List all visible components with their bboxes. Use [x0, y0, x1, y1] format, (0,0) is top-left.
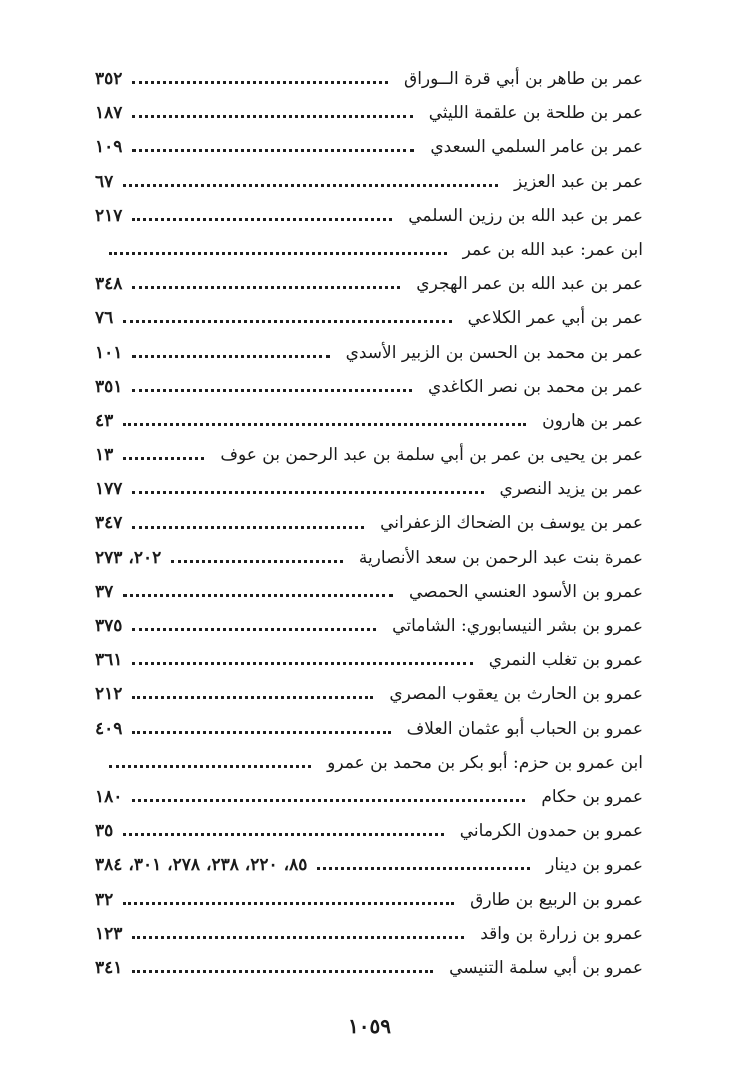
entry-pages: ١٨٧	[95, 103, 123, 124]
index-entry	[95, 780, 643, 814]
dot-leader	[132, 684, 373, 704]
entry-pages: ٣٤٧	[95, 513, 123, 534]
dot-leader	[109, 753, 311, 773]
entry-pages: ١٣	[95, 445, 114, 466]
dot-leader	[123, 172, 498, 192]
entry-name: عمر بن يوسف بن الضحاك الزعفراني	[380, 513, 643, 534]
dot-leader	[171, 548, 343, 568]
index-entry	[95, 541, 643, 575]
entry-name: عمرو بن الأسود العنسي الحمصي	[408, 581, 643, 602]
dot-leader	[123, 445, 204, 465]
entry-name: عمرو بن حمدون الكرماني	[459, 821, 643, 842]
index-entry	[95, 951, 643, 985]
index-entry	[95, 130, 643, 164]
entry-name: عمرو بن تغلب النمري	[488, 650, 643, 671]
index-entry	[95, 370, 643, 404]
entry-name: عمر بن عبد الله بن رزين السلمي	[408, 205, 643, 226]
entry-pages: ٢١٧	[95, 205, 123, 226]
entry-pages: ٣٥٢	[95, 69, 123, 89]
entry-name: عمرو بن الحارث بن يعقوب المصري	[389, 684, 643, 705]
dot-leader	[132, 958, 433, 978]
index-entry	[95, 301, 643, 335]
index-entry	[95, 96, 643, 130]
entry-name: عمر بن عبد الله بن عمر الهجري	[416, 274, 643, 295]
entry-name: عمر بن أبي عمر الكلاعي	[467, 308, 643, 329]
page-number: ١٠٥٩	[348, 1014, 391, 1038]
dot-leader	[132, 274, 400, 294]
entry-pages: ١٧٧	[95, 479, 123, 500]
entry-pages: ٣٧٥	[95, 616, 123, 636]
index-entry	[95, 575, 643, 609]
entry-name: عمرو بن حكام	[541, 786, 643, 807]
dot-leader	[123, 582, 393, 602]
index-entry	[95, 165, 643, 199]
entry-name: عمر بن محمد بن نصر الكاغدي	[428, 376, 643, 397]
dot-leader	[132, 479, 483, 499]
entry-pages: ١٨٠	[95, 786, 123, 807]
entry-name: عمر بن عبد العزيز	[513, 171, 643, 192]
name-index-list	[95, 62, 643, 985]
entry-name: عمر بن طاهر بن أبي قرة الــوراق	[404, 69, 643, 89]
entry-name: عمرو بن أبي سلمة التنيسي	[449, 957, 643, 978]
dot-leader	[132, 787, 525, 807]
entry-pages: ٣٥١	[95, 376, 123, 397]
dot-leader	[132, 514, 364, 534]
index-entry	[95, 62, 643, 96]
entry-name: عمر بن محمد بن الحسن بن الزبير الأسدي	[345, 342, 643, 363]
entry-name: عمر بن يزيد النصري	[499, 479, 643, 500]
index-entry	[95, 643, 643, 677]
entry-pages: ٣٤١	[95, 957, 123, 978]
entry-pages: ٧٦	[95, 308, 114, 329]
index-entry	[95, 267, 643, 301]
index-entry	[95, 438, 643, 472]
entry-pages: ٣٦١	[95, 650, 123, 671]
entry-name: ابن عمرو بن حزم: أبو بكر بن محمد بن عمرو	[327, 752, 643, 773]
dot-leader	[123, 821, 443, 841]
entry-pages: ٣٧	[95, 581, 114, 602]
entry-pages: ١٠١	[95, 342, 123, 363]
entry-name: عمر بن عامر السلمي السعدي	[430, 137, 643, 158]
entry-pages: ٤٠٩	[95, 718, 123, 739]
index-entry	[95, 883, 643, 917]
dot-leader	[123, 411, 526, 431]
index-entry	[95, 917, 643, 951]
entry-pages: ٣٥	[95, 821, 114, 842]
dot-leader	[109, 240, 447, 260]
index-entry	[95, 404, 643, 438]
entry-pages: ٢١٢	[95, 684, 123, 705]
entry-pages: ٤٣	[95, 410, 114, 431]
dot-leader	[132, 719, 390, 739]
index-cross-reference	[95, 746, 643, 780]
index-entry	[95, 336, 643, 370]
dot-leader	[132, 650, 472, 670]
dot-leader	[132, 924, 464, 944]
index-entry	[95, 506, 643, 540]
entry-pages: ١٠٩	[95, 137, 123, 158]
dot-leader	[123, 308, 451, 328]
index-entry	[95, 848, 643, 882]
entry-pages: ١٢٣	[95, 923, 123, 944]
dot-leader	[132, 69, 388, 89]
entry-pages: ٨٥، ٢٢٠، ٢٣٨، ٢٧٨، ٣٠١، ٣٨٤	[95, 855, 308, 876]
index-entry	[95, 199, 643, 233]
entry-name: عمرو بن الربيع بن طارق	[470, 889, 643, 910]
index-entry	[95, 472, 643, 506]
index-entry	[95, 814, 643, 848]
entry-name: عمر بن هارون	[542, 410, 643, 431]
entry-pages: ٢٠٢، ٢٧٣	[95, 547, 162, 568]
dot-leader	[132, 343, 329, 363]
entry-pages: ٣٤٨	[95, 274, 123, 295]
entry-pages: ٣٢	[95, 889, 114, 910]
dot-leader	[132, 206, 392, 226]
index-entry	[95, 609, 643, 643]
entry-name: عمرو بن الحباب أبو عثمان العلاف	[406, 718, 643, 739]
dot-leader	[132, 103, 412, 123]
dot-leader	[317, 855, 530, 875]
dot-leader	[132, 137, 414, 157]
dot-leader	[132, 377, 412, 397]
dot-leader	[132, 616, 376, 636]
entry-pages: ٦٧	[95, 171, 114, 192]
entry-name: عمرو بن بشر النيسابوري: الشاماتي	[392, 616, 643, 636]
entry-name: ابن عمر: عبد الله بن عمر	[462, 239, 643, 260]
index-entry	[95, 677, 643, 711]
dot-leader	[123, 890, 454, 910]
entry-name: عمرو بن دينار	[546, 855, 643, 876]
entry-name: عمرة بنت عبد الرحمن بن سعد الأنصارية	[358, 547, 643, 568]
index-cross-reference	[95, 233, 643, 267]
index-entry	[95, 712, 643, 746]
entry-name: عمر بن يحيى بن عمر بن أبي سلمة بن عبد الرحمن بن عوف	[220, 445, 643, 466]
entry-name: عمر بن طلحة بن علقمة الليثي	[428, 103, 643, 124]
entry-name: عمرو بن زرارة بن واقد	[480, 923, 643, 944]
